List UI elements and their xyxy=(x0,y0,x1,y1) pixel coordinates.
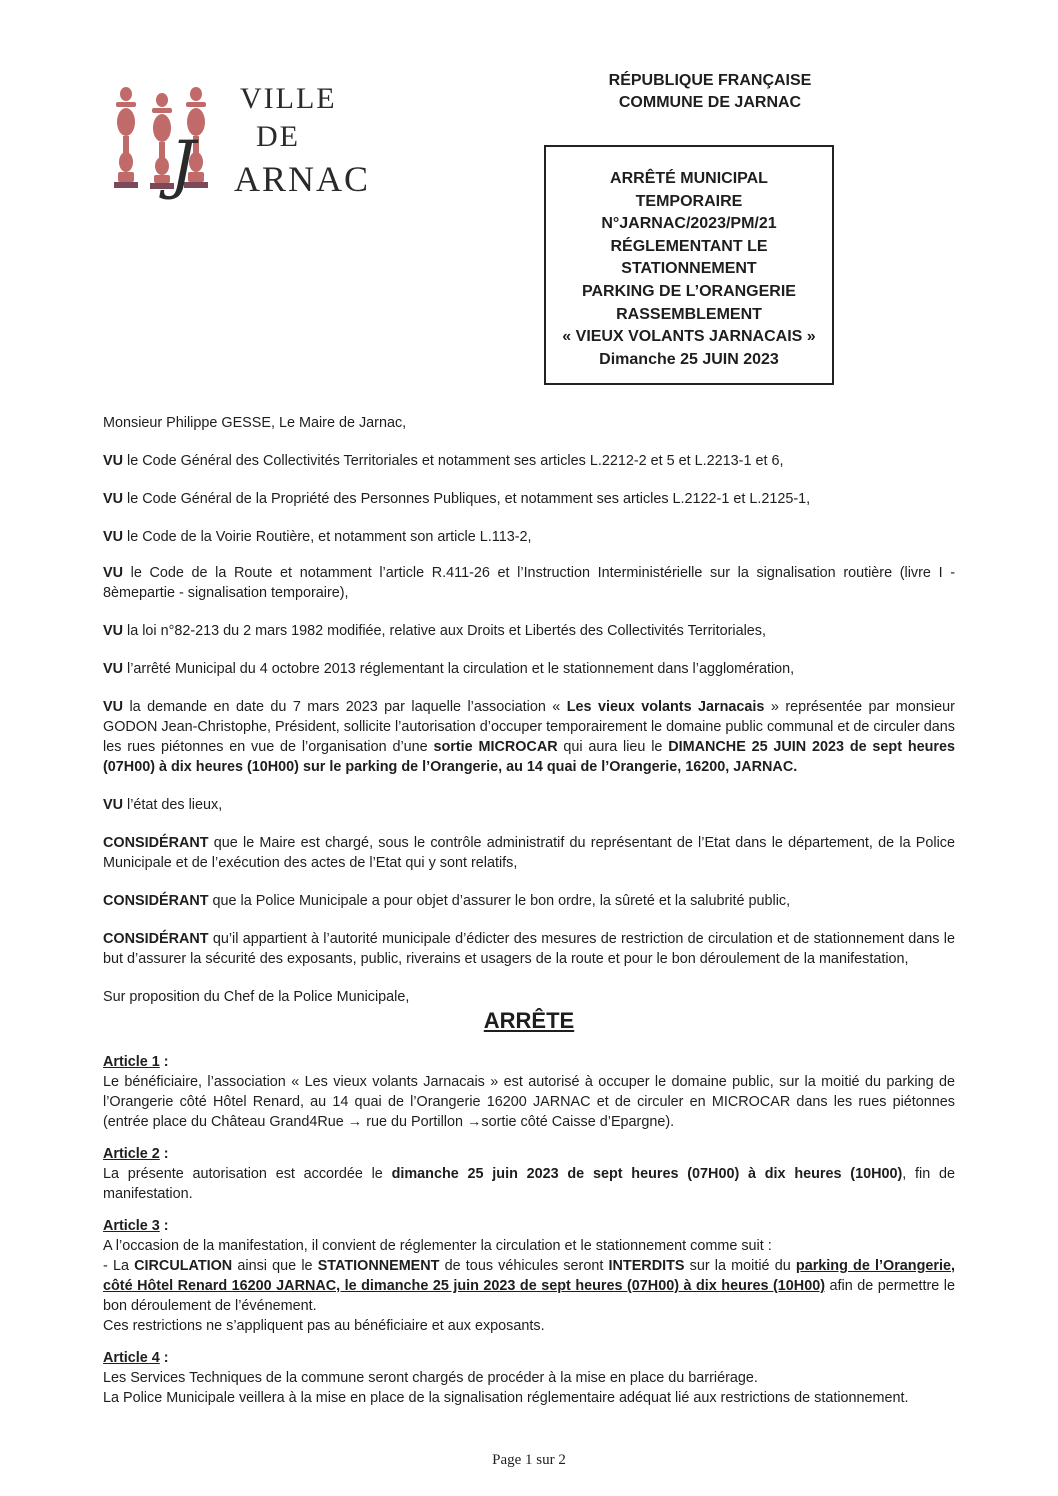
article-colon: : xyxy=(159,1146,169,1162)
title-line: ARRÊTÉ MUNICIPAL xyxy=(610,170,768,187)
vu-text: le Code Général des Collectivités Territoriales et notamment ses articles L.2212-2 et 5 et L.2213-1 et 6, xyxy=(123,453,784,469)
preamble xyxy=(103,413,955,1025)
vu-paragraph xyxy=(103,563,955,603)
article-text-part: ainsi que le xyxy=(232,1258,318,1274)
vu-text: la loi n°82-213 du 2 mars 1982 modifiée, relative aux Droits et Libertés des Collectivités Territoriales, xyxy=(123,623,766,639)
title-line: STATIONNEMENT xyxy=(621,260,757,278)
vu-paragraph xyxy=(103,527,955,547)
vu-label: VU xyxy=(103,565,123,581)
vu-text: la demande en date du 7 mars 2023 par laquelle l’association « xyxy=(123,699,567,715)
article-colon: : xyxy=(159,1054,169,1070)
logo-de-text: DE xyxy=(256,120,300,153)
article-note: Ces restrictions ne s’appliquent pas au bénéficiaire et aux exposants. xyxy=(103,1318,545,1334)
interdits-label: INTERDITS xyxy=(608,1258,685,1274)
association-name: Les vieux volants Jarnacais xyxy=(566,699,765,715)
considerant-text: que la Police Municipale a pour objet d’assurer le bon ordre, la sûreté et la salubrité public, xyxy=(208,893,791,909)
vu-text: le Code de la Voirie Routière, et notamment son article L.113-2, xyxy=(123,529,532,545)
proposal-line: Sur proposition du Chef de la Police Municipale, xyxy=(103,989,410,1005)
considerant-paragraph xyxy=(103,833,955,873)
article-text-part: - La xyxy=(103,1258,135,1274)
article-text-part: sur la moitié du xyxy=(684,1258,796,1274)
mayor-line: Monsieur Philippe GESSE, Le Maire de Jarnac, xyxy=(103,415,407,431)
article-title: Article 4 xyxy=(103,1350,160,1366)
vu-paragraph xyxy=(103,621,955,641)
vu-paragraph xyxy=(103,659,955,679)
article-title: Article 3 xyxy=(103,1218,160,1234)
republic-line: RÉPUBLIQUE FRANÇAISE xyxy=(608,72,812,89)
header-republic xyxy=(560,70,860,114)
considerant-label: CONSIDÉRANT xyxy=(103,931,209,947)
commune-line: COMMUNE DE JARNAC xyxy=(618,94,802,111)
article-text-part: La présente autorisation est accordée le xyxy=(103,1166,392,1182)
title-line: PARKING DE L’ORANGERIE xyxy=(582,282,796,300)
article-3 xyxy=(103,1216,955,1336)
vu-text: l’état des lieux, xyxy=(123,797,223,813)
figures-emblem-icon xyxy=(108,80,218,200)
vu-paragraph xyxy=(103,795,955,815)
vu-text: l’arrêté Municipal du 4 octobre 2013 réglementant la circulation et le stationnement dans l’agglomération, xyxy=(123,661,795,677)
article-1 xyxy=(103,1052,955,1132)
vu-label: VU xyxy=(103,797,123,813)
event-date-place: DIMANCHE 25 JUIN 2023 de sept heures (07H00) à dix heures (10H00) sur le parking de l’Orangerie, au 14 quai de l’Orangerie, 16200, JARNAC. xyxy=(103,739,956,775)
restricted-zone: parking de l’Orangerie, côté Hôtel Renard 16200 JARNAC, le dimanche 25 juin 2023 de sept heures (07H00) à dix heures (10H00) xyxy=(103,1258,955,1294)
vu-paragraph xyxy=(103,451,955,471)
article-text-part: de tous véhicules seront xyxy=(439,1258,609,1274)
town-logo xyxy=(108,80,388,230)
vu-paragraph xyxy=(103,697,955,777)
considerant-paragraph xyxy=(103,929,955,969)
article-colon: : xyxy=(159,1350,169,1366)
article-text: Le bénéficiaire, l’association « Les vieux volants Jarnacais » est autorisé à occuper le domaine public, sur la moitié du parking de l’Orangerie côté Hôtel Renard, au 14 quai de l’Orangerie 16200 JARNAC et de circuler en MICROCAR dans les rues piétonnes (entrée place du Château Grand4Rue → rue du Portillon →sortie côté Caisse d’Epargne). xyxy=(103,1074,955,1130)
considerant-paragraph xyxy=(103,891,955,911)
vu-text: le Code de la Route et notamment l’article R.411-26 et l’Instruction Interministérielle sur la signalisation routière (livre I - 8èmepartie - signalisation temporaire), xyxy=(103,565,955,601)
decree-title-box xyxy=(544,145,834,385)
circulation-label: CIRCULATION xyxy=(134,1258,233,1274)
title-line: N°JARNAC/2023/PM/21 xyxy=(601,215,777,233)
considerant-text: que le Maire est chargé, sous le contrôle administratif du représentant de l’Etat dans le département, de la Police Municipale et de l’exécution des actes de l’Etat qui y sont relatifs, xyxy=(103,835,955,871)
title-line: Dimanche 25 JUIN 2023 xyxy=(599,350,779,368)
considerant-text: qu’il appartient à l’autorité municipale d’édicter des mesures de restriction de circulation et de stationnement dans le but d’assurer la sécurité des exposants, public, riverains et usagers de la route et pour le bon déroulement de la manifestation, xyxy=(103,931,955,967)
title-line: RÉGLEMENTANT LE xyxy=(610,237,768,255)
title-line: RASSEMBLEMENT xyxy=(616,305,762,323)
article-text-part: afin de permettre le bon déroulement de l’événement. xyxy=(103,1278,956,1314)
vu-label: VU xyxy=(103,661,123,677)
vu-label: VU xyxy=(103,491,123,507)
article-2 xyxy=(103,1144,955,1204)
article-text-part: , fin de manifestation. xyxy=(103,1166,956,1202)
considerant-label: CONSIDÉRANT xyxy=(103,893,209,909)
title-line: « VIEUX VOLANTS JARNACAIS » xyxy=(562,328,816,346)
event-name: sortie MICROCAR xyxy=(433,739,558,755)
article-4 xyxy=(103,1348,955,1408)
stationnement-label: STATIONNEMENT xyxy=(317,1258,440,1274)
vu-label: VU xyxy=(103,623,123,639)
vu-label: VU xyxy=(103,453,123,469)
logo-jarnac-text: ARNAC xyxy=(234,159,371,199)
vu-label: VU xyxy=(103,529,123,545)
article-intro: A l’occasion de la manifestation, il convient de réglementer la circulation et le stationnement comme suit : xyxy=(103,1238,772,1254)
logo-initial: J xyxy=(170,128,196,202)
article-text xyxy=(103,1256,955,1316)
vu-text: le Code Général de la Propriété des Personnes Publiques, et notamment ses articles L.2122-1 et L.2125-1, xyxy=(123,491,811,507)
vu-text: qui aura lieu le xyxy=(557,739,669,755)
considerant-label: CONSIDÉRANT xyxy=(103,835,209,851)
vu-label: VU xyxy=(103,699,123,715)
article-colon: : xyxy=(159,1218,169,1234)
article-text: La Police Municipale veillera à la mise en place de la signalisation réglementaire adéquat lié aux restrictions de stationnement. xyxy=(103,1390,909,1406)
article-text: Les Services Techniques de la commune seront chargés de procéder à la mise en place du barriérage. xyxy=(103,1370,758,1386)
article-text xyxy=(103,1164,955,1204)
arrete-heading: ARRÊTE xyxy=(483,1008,575,1033)
page-number: Page 1 sur 2 xyxy=(492,1452,566,1468)
article-title: Article 1 xyxy=(103,1054,160,1070)
vu-text: » représentée par monsieur GODON Jean-Christophe, Président, sollicite l’autorisation d’occuper temporairement le domaine public communal et de circuler dans les rues piétonnes en vue de l’organisation d’une xyxy=(103,699,955,755)
articles xyxy=(103,1052,955,1420)
article-title: Article 2 xyxy=(103,1146,160,1162)
article-date: dimanche 25 juin 2023 de sept heures (07H00) à dix heures (10H00) xyxy=(391,1166,903,1182)
title-line: TEMPORAIRE xyxy=(635,192,743,210)
logo-ville-text: VILLE xyxy=(240,82,337,115)
vu-paragraph xyxy=(103,489,955,509)
